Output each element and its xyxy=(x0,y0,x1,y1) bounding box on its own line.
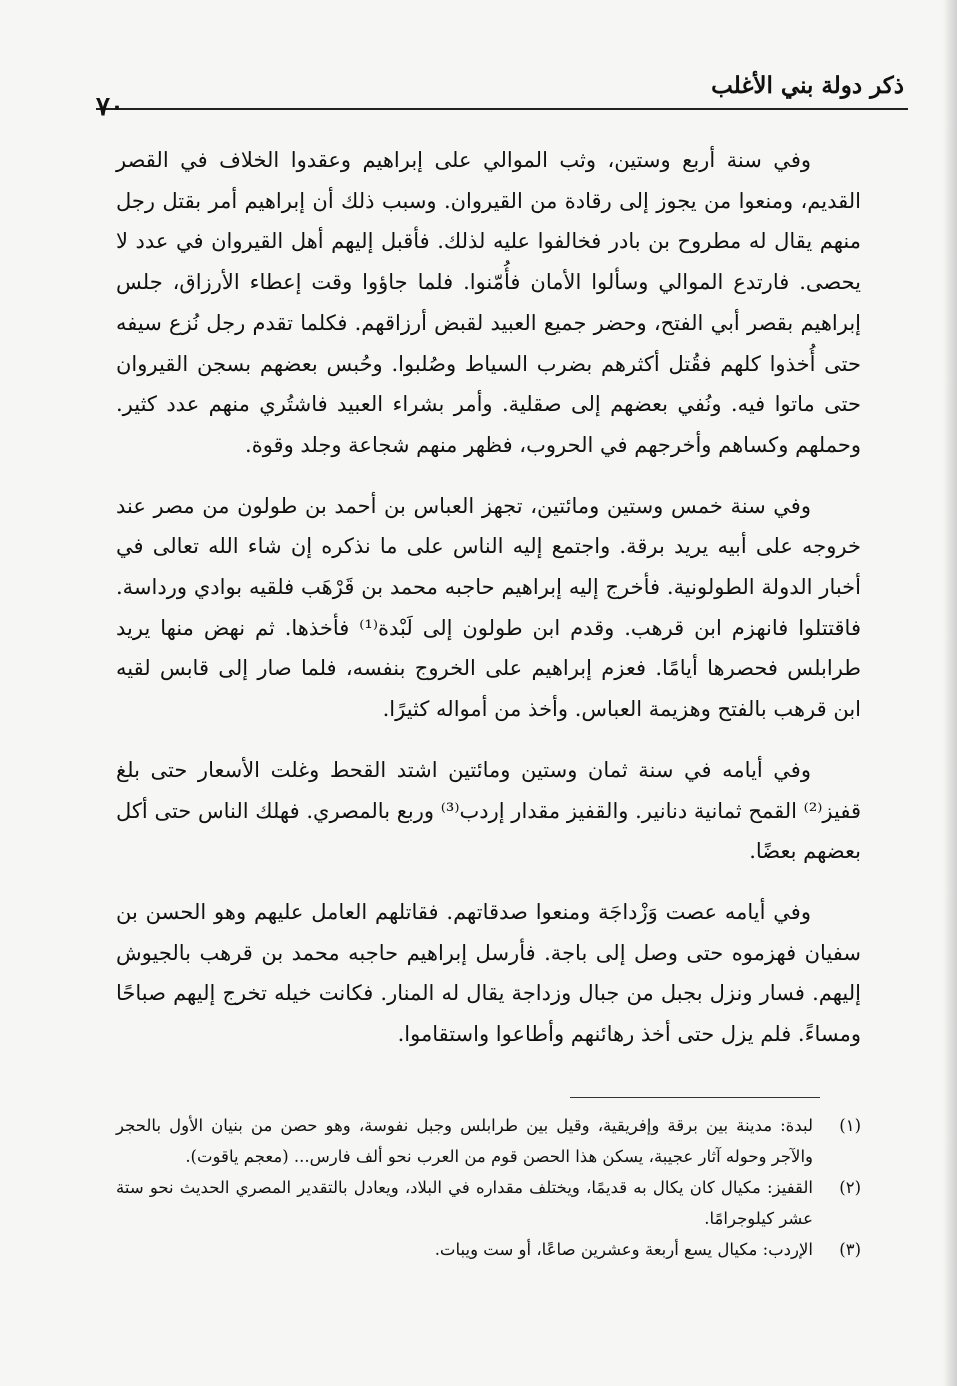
footnotes xyxy=(116,1110,861,1265)
footnote xyxy=(116,1110,861,1172)
header-rule xyxy=(96,108,908,110)
page-edge-shadow xyxy=(943,0,957,1386)
main-text xyxy=(116,140,861,1075)
running-head: ذكر دولة بني الأغلب xyxy=(711,72,904,99)
page-number: ٧٠ xyxy=(96,92,124,122)
footnote xyxy=(116,1234,861,1265)
footnote-separator xyxy=(570,1097,820,1098)
paragraph: وفي أيامه في سنة ثمان وستين ومائتين اشتد القحط وغلت الأسعار حتى بلغ قفيز⁽²⁾ القمح ثمانية دنانير. والقفيز مقدار إردب⁽³⁾ وربع بالمصري. فهلك الناس حتى أكل بعضهم بعضًا. xyxy=(116,757,861,864)
page-header xyxy=(96,66,908,122)
paragraph: وفي أيامه عصت وَزْداجَة ومنعوا صدقاتهم. فقاتلهم العامل عليهم وهو الحسن بن سفيان فهزموه حتى وصل إلى باجة. فأرسل إبراهيم حاجبه محمد بن قرهب بالجيوش إليهم. فسار ونزل بجبل من جبال وزداجة يقال له المنار. فكانت خيله تخرج إليهم صباحًا ومساءً. فلم يزل حتى أخذ رهائنهم وأطاعوا واستقاموا. xyxy=(116,899,861,1047)
footnote-number: (١) xyxy=(839,1116,861,1135)
footnote-number: (٢) xyxy=(839,1178,861,1197)
footnote-text: الإردب: مكيال يسع أربعة وعشرين صاعًا، أو ست ويبات. xyxy=(434,1240,813,1259)
paragraph: وفي سنة أربع وستين، وثب الموالي على إبراهيم وعقدوا الخلاف في القصر القديم، ومنعوا من يجوز إلى رقادة من القيروان. وسبب ذلك أن إبراهيم أمر بقتل رجل منهم يقال له مطروح بن بادر فخالفوا عليه لذلك. فأقبل إليهم أهل القيروان في عدد لا يحصى. فارتدع الموالي وسألوا الأمان فأُمّنوا. فلما جاؤوا وقت إعطاء الأرزاق، جلس إبراهيم بقصر أبي الفتح، وحضر جميع العبيد لقبض أرزاقهم. فكلما تقدم رجل نُزع سيفه حتى أُخذوا كلهم فقُتل أكثرهم بضرب السياط وصُلبوا. وحُبس بعضهم بسجن القيروان حتى ماتوا فيه. ونُفي بعضهم إلى صقلية. وأمر بشراء العبيد فاشتُري منهم عدد كثير. وحملهم وكساهم وأخرجهم في الحروب، فظهر منهم شجاعة وجلد وقوة. xyxy=(116,148,861,457)
footnote xyxy=(116,1172,861,1234)
paragraph: وفي سنة خمس وستين ومائتين، تجهز العباس بن أحمد بن طولون من مصر عند خروجه على أبيه يريد برقة. واجتمع إليه الناس على ما نذكره إن شاء الله تعالى في أخبار الدولة الطولونية. فأخرج إليه إبراهيم حاجبه محمد بن قَرْهَب فلقيه بوادي ورداسة. فاقتتلوا فانهزم ابن قرهب. وقدم ابن طولون إلى لَبْدة⁽¹⁾ فأخذها. ثم نهض منها يريد طرابلس فحصرها أيامًا. فعزم إبراهيم على الخروج بنفسه، فلما صار إلى قابس لقيه ابن قرهب بالفتح وهزيمة العباس. وأخذ من أمواله كثيرًا. xyxy=(116,493,861,722)
footnote-text: لبدة: مدينة بين برقة وإفريقية، وقيل بين طرابلس وجبل نفوسة، وهو حصن من بنيان الأول بالحجر والآجر وحوله آثار عجيبة، يسكن هذا الحصن قوم من العرب نحو ألف فارس... (معجم ياقوت). xyxy=(116,1116,813,1166)
footnote-number: (٣) xyxy=(839,1240,861,1259)
footnote-text: القفيز: مكيال كان يكال به قديمًا، ويختلف مقداره في البلاد، ويعادل بالتقدير المصري الحديث نحو ستة عشر كيلوجرامًا. xyxy=(116,1178,813,1228)
